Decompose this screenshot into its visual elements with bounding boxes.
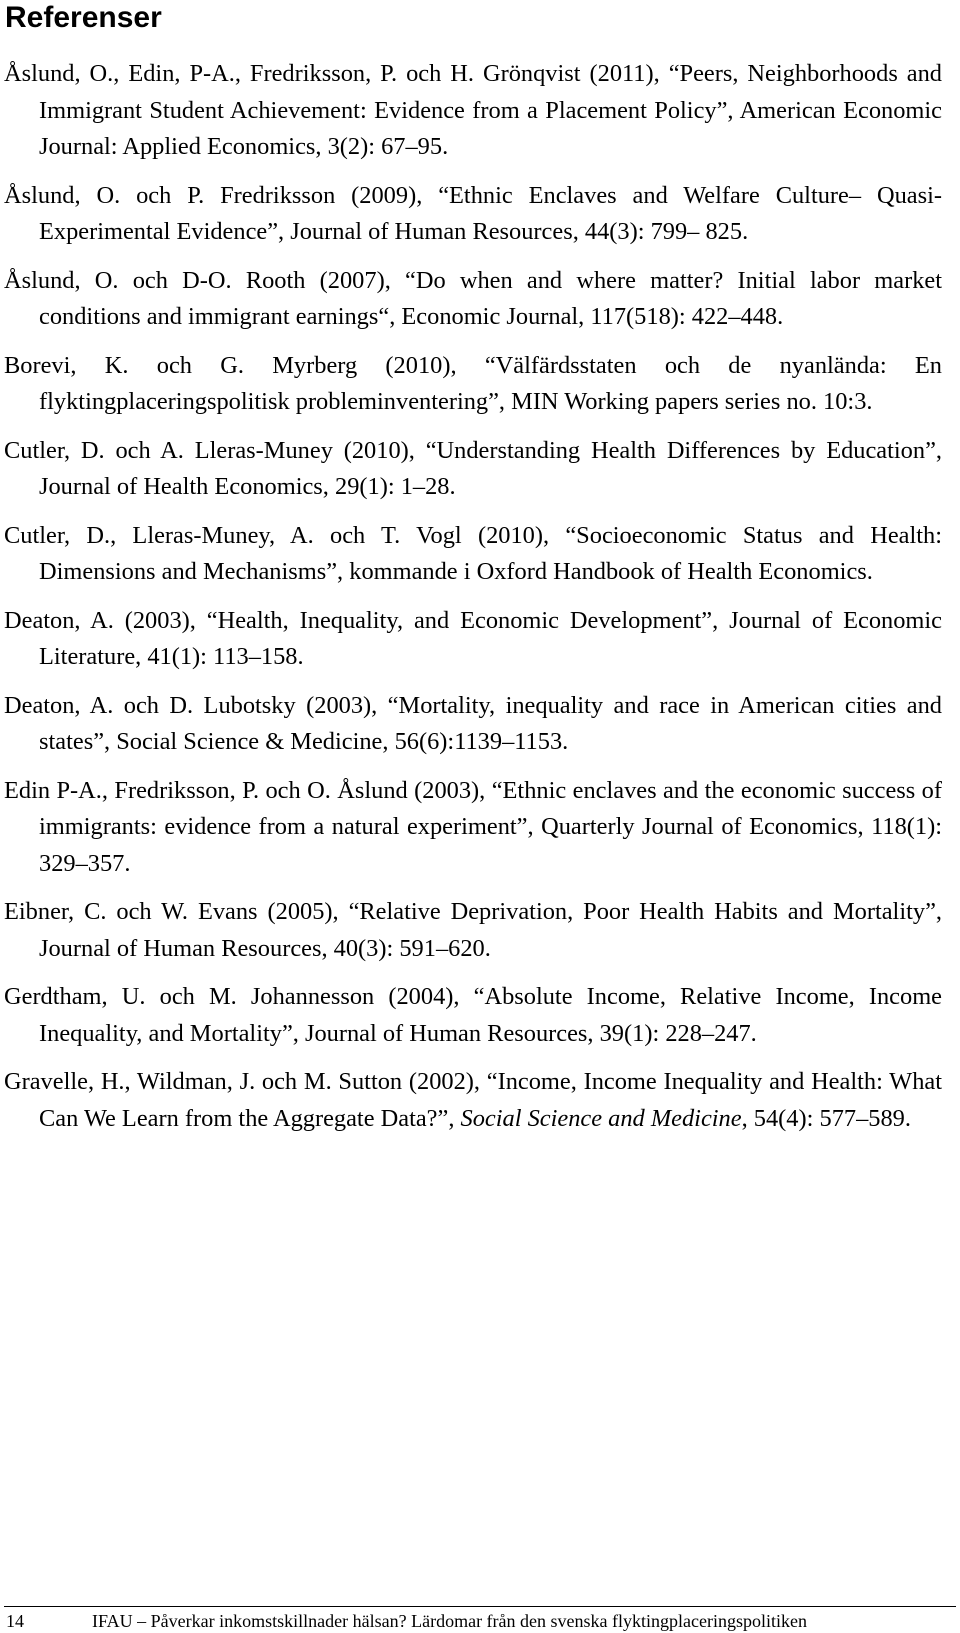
reference-list: [0, 56, 960, 1149]
page-title: Referenser: [5, 1, 162, 34]
reference-text: Deaton, A. och D. Lubotsky (2003), “Mortality, inequality and race in American cities and states”, Social Science & Medicine, 56(6):1139–1153.: [4, 691, 942, 755]
reference-text: Åslund, O. och D-O. Rooth (2007), “Do when and where matter? Initial labor market conditions and immigrant earnings“, Economic Journal, 117(518): 422–448.: [4, 266, 942, 330]
reference-item: [0, 603, 942, 676]
reference-text: Gerdtham, U. och M. Johannesson (2004), “Absolute Income, Relative Income, Income Inequality, and Mortality”, Journal of Human Resources, 39(1): 228–247.: [4, 983, 942, 1047]
reference-item: [0, 979, 942, 1052]
reference-item: [0, 348, 942, 421]
page-number: 14: [6, 1611, 24, 1631]
reference-item: [0, 894, 942, 967]
reference-text: Edin P-A., Fredriksson, P. och O. Åslund (2003), “Ethnic enclaves and the economic success of immigrants: evidence from a natural experiment”, Quarterly Journal of Economics, 118(1): 329–357.: [4, 776, 942, 877]
reference-text: Cutler, D., Lleras-Muney, A. och T. Vogl (2010), “Socioeconomic Status and Health: Dimensions and Mechanisms”, kommande i Oxford Handbook of Health Economics.: [4, 521, 942, 585]
reference-text: Åslund, O., Edin, P-A., Fredriksson, P. och H. Grönqvist (2011), “Peers, Neighborhoods and Immigrant Student Achievement: Evidence from a Placement Policy”, American Economic Journal: Applied Economics, 3(2): 67–95.: [4, 60, 942, 160]
reference-text: Gravelle, H., Wildman, J. och M. Sutton (2002), “Income, Income Inequality and Health: What Can We Learn from the Aggregate Data?”,: [4, 1068, 942, 1132]
running-title: IFAU – Påverkar inkomstskillnader hälsan? Lärdomar från den svenska flyktingplaceringspolitiken: [92, 1611, 807, 1631]
reference-item: [0, 263, 942, 336]
reference-item: [0, 178, 942, 251]
reference-item: [0, 518, 942, 591]
reference-item: [0, 773, 942, 883]
reference-text: Eibner, C. och W. Evans (2005), “Relative Deprivation, Poor Health Habits and Mortality”, Journal of Human Resources, 40(3): 591–620.: [4, 898, 942, 962]
reference-item: [0, 433, 942, 506]
reference-journal-italic: Social Science and Medicine: [460, 1104, 742, 1132]
reference-text: Deaton, A. (2003), “Health, Inequality, and Economic Development”, Journal of Economic Literature, 41(1): 113–158.: [4, 606, 942, 670]
reference-item: [0, 56, 942, 166]
footer-divider: [4, 1606, 956, 1607]
reference-text-tail: , 54(4): 577–589.: [741, 1104, 911, 1132]
reference-text: Åslund, O. och P. Fredriksson (2009), “Ethnic Enclaves and Welfare Culture– Quasi-Experimental Evidence”, Journal of Human Resources, 44(3): 799– 825.: [4, 181, 942, 245]
reference-text: Borevi, K. och G. Myrberg (2010), “Välfärdsstaten och de nyanlända: En flyktingplaceringspolitisk probleminventering”, MIN Working papers series no. 10:3.: [4, 351, 942, 415]
reference-item: [0, 688, 942, 761]
reference-text: Cutler, D. och A. Lleras-Muney (2010), “Understanding Health Differences by Education”, Journal of Health Economics, 29(1): 1–28.: [4, 436, 942, 500]
reference-item: [0, 1064, 942, 1137]
